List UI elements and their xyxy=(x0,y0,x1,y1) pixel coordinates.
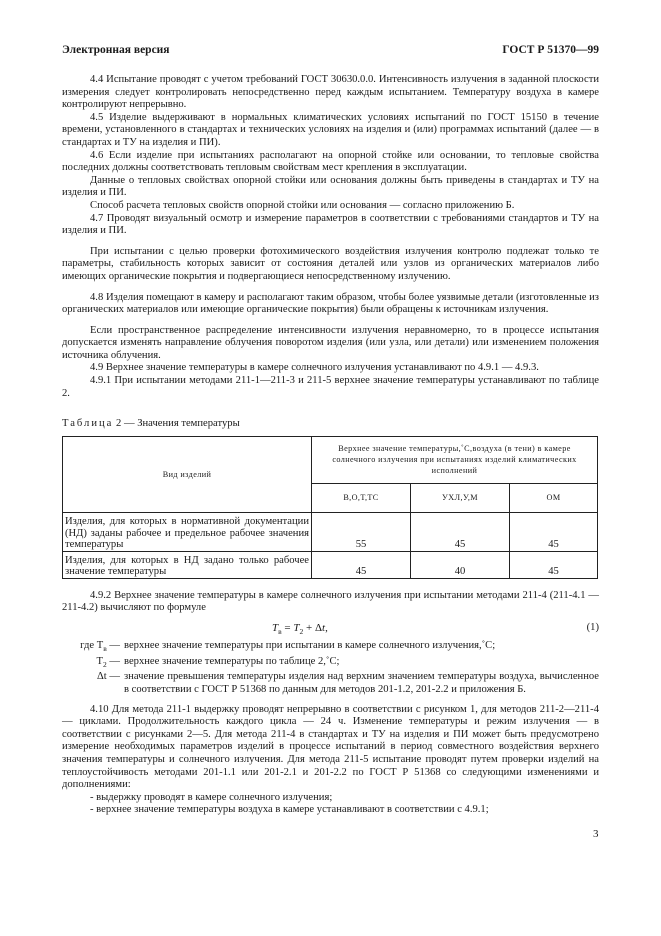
table-subheader-1: В,О,Т,ТС xyxy=(312,483,411,512)
table-caption-word: Таблица xyxy=(62,418,114,430)
legend-item: Δt — значение превышения температуры изделия над верхним значением температуры воздуха, вычисленное в соответствии с ГОСТ Р 51368 по данным для методов 201-1.2, 201-2.2 и приложения Б. xyxy=(96,671,599,696)
table-cell-value: 40 xyxy=(411,551,510,578)
paragraph-4-10: 4.10 Для метода 211-1 выдержку проводят непрерывно в соответствии с рисунком 1, для методов 211-2—211-4 — циклами. Продолжительность каждого цикла — 24 ч. Изменение температуры и режим излучения — в соответствии с рисунками 2—5. Для метода 211-4 в стандартах и ТУ на изделия и ПИ может быть предусмотрено измерение необходимых параметров изделий в процессе испытаний в период совместного воздействия верхнего значения температуры и солнечного излучения. Для метода 211-5 испытание проводят путем проверки изделий на теплоустойчивость методами 201-1.1 или 201-2.1 и 201-2.2 по ГОСТ Р 51368 со следующими изменениями и дополнениями: xyxy=(62,703,599,791)
table-cell-value: 45 xyxy=(510,551,598,578)
body-text xyxy=(62,74,599,400)
list-item: - верхнее значение температуры воздуха в камере устанавливают в соответствии с 4.9.1; xyxy=(90,804,489,816)
table-caption-title: 2 — Значения температуры xyxy=(113,418,240,430)
legend-item: где $T_в$ — верхнее значение температуры при испытании в камере солнечного излучения,˚С; xyxy=(80,640,496,654)
body-text-formula-section xyxy=(62,590,599,615)
paragraph-4-4: 4.4 Испытание проводят с учетом требований ГОСТ 30630.0.0. Интенсивность излучения в заданной плоскости измерения следует контролировать непосредственно перед каждым испытанием. Температуру воздуха в камере контролируют непрерывно. xyxy=(62,74,599,111)
paragraph-4-6: 4.6 Если изделие при испытаниях располагают на опорной стойке или основании, то тепловые свойства последних должны соответствовать тепловым свойствам мест крепления в эксплуатации. xyxy=(62,149,599,174)
formula-1: $T_в = T_2 + \Delta t$, xyxy=(272,622,328,637)
document-page xyxy=(62,44,599,817)
formula-legend xyxy=(62,640,599,697)
table-subheader-2: УХЛ,У,М xyxy=(411,483,510,512)
table-caption xyxy=(62,418,599,431)
paragraph-4-9-1: 4.9.1 При испытании методами 211-1—211-3 и 211-5 верхнее значение температуры устанавливают по таблице 2. xyxy=(62,375,599,399)
paragraph-4-5: 4.5 Изделие выдерживают в нормальных климатических условиях испытаний по ГОСТ 15150 в течение времени, установленного в стандартах и технических условиях на изделия и (или) программах испытаний (далее — в стандартах и ТУ на изделия и ПИ). xyxy=(62,111,599,148)
paragraph-4-9: 4.9 Верхнее значение температуры в камере солнечного излучения устанавливают по 4.9.1 — 4.9.3. xyxy=(90,362,539,374)
header-standard-code: ГОСТ Р 51370—99 xyxy=(502,44,599,56)
header-electronic-version: Электронная версия xyxy=(62,44,170,56)
paragraph-spatial-distribution: Если пространственное распределение интенсивности излучения неравномерно, то в процессе испытания допускается изменять направление облучения поворотом изделия (или узла, или детали) или изменением положения источника облучения. xyxy=(62,324,599,361)
body-text-end xyxy=(62,704,599,817)
table-cell-value: 45 xyxy=(312,551,411,578)
page-number: 3 xyxy=(593,828,599,840)
table-header-product-type: Вид изделий xyxy=(63,436,312,512)
formula-number: (1) xyxy=(586,622,599,634)
paragraph-4-8: 4.8 Изделия помещают в камеру и располагают таким образом, чтобы более уязвимые детали (изготовленные из органических материалов или имеющие органические покрытия) были обращены к источникам излучения. xyxy=(62,291,599,316)
paragraph-photochemical: При испытании с целью проверки фотохимического воздействия излучения контролю подлежат только те параметры, стабильность которых зависит от состояния деталей или узлов из органических материалов либо имеющих органические покрытия и подвергающиеся непосредственному излучению. xyxy=(62,245,599,282)
table-cell-name: Изделия, для которых в НД задано только рабочее значение температуры xyxy=(63,551,312,578)
table-header-group: Верхнее значение температуры,˚С,воздуха (в тени) в камере солнечного излучения при испытаниях изделий климатических исполнений xyxy=(312,436,598,483)
legend-item: $T_2$ — верхнее значение температуры по таблице 2,˚С; xyxy=(96,655,340,669)
paragraph-thermal-data: Данные о тепловых свойствах опорной стойки или основания должны быть приведены в стандартах и ТУ на изделия и ПИ. xyxy=(62,174,599,199)
paragraph-4-7: 4.7 Проводят визуальный осмотр и измерение параметров в соответствии с требованиями стандартов и ТУ на изделия и ПИ. xyxy=(62,212,599,237)
table-cell-value: 55 xyxy=(312,512,411,551)
formula-row xyxy=(62,621,599,639)
paragraph-4-9-2: 4.9.2 Верхнее значение температуры в камере солнечного излучения при испытании методами 211-4 (211-4.1 — 211-4.2) вычисляют по формуле xyxy=(62,589,599,614)
table-cell-value: 45 xyxy=(411,512,510,551)
temperature-table xyxy=(62,436,598,579)
list-item: - выдержку проводят в камере солнечного излучения; xyxy=(90,791,333,803)
table-subheader-3: ОМ xyxy=(510,483,598,512)
table-row xyxy=(63,551,598,578)
page-header xyxy=(62,44,599,60)
table-cell-name: Изделия, для которых в нормативной документации (НД) заданы рабочее и предельное рабочее значения температуры xyxy=(63,512,312,551)
table-row xyxy=(63,512,598,551)
paragraph-calc-method: Способ расчета тепловых свойств опорной стойки или основания — согласно приложению Б. xyxy=(90,199,515,211)
table-cell-value: 45 xyxy=(510,512,598,551)
